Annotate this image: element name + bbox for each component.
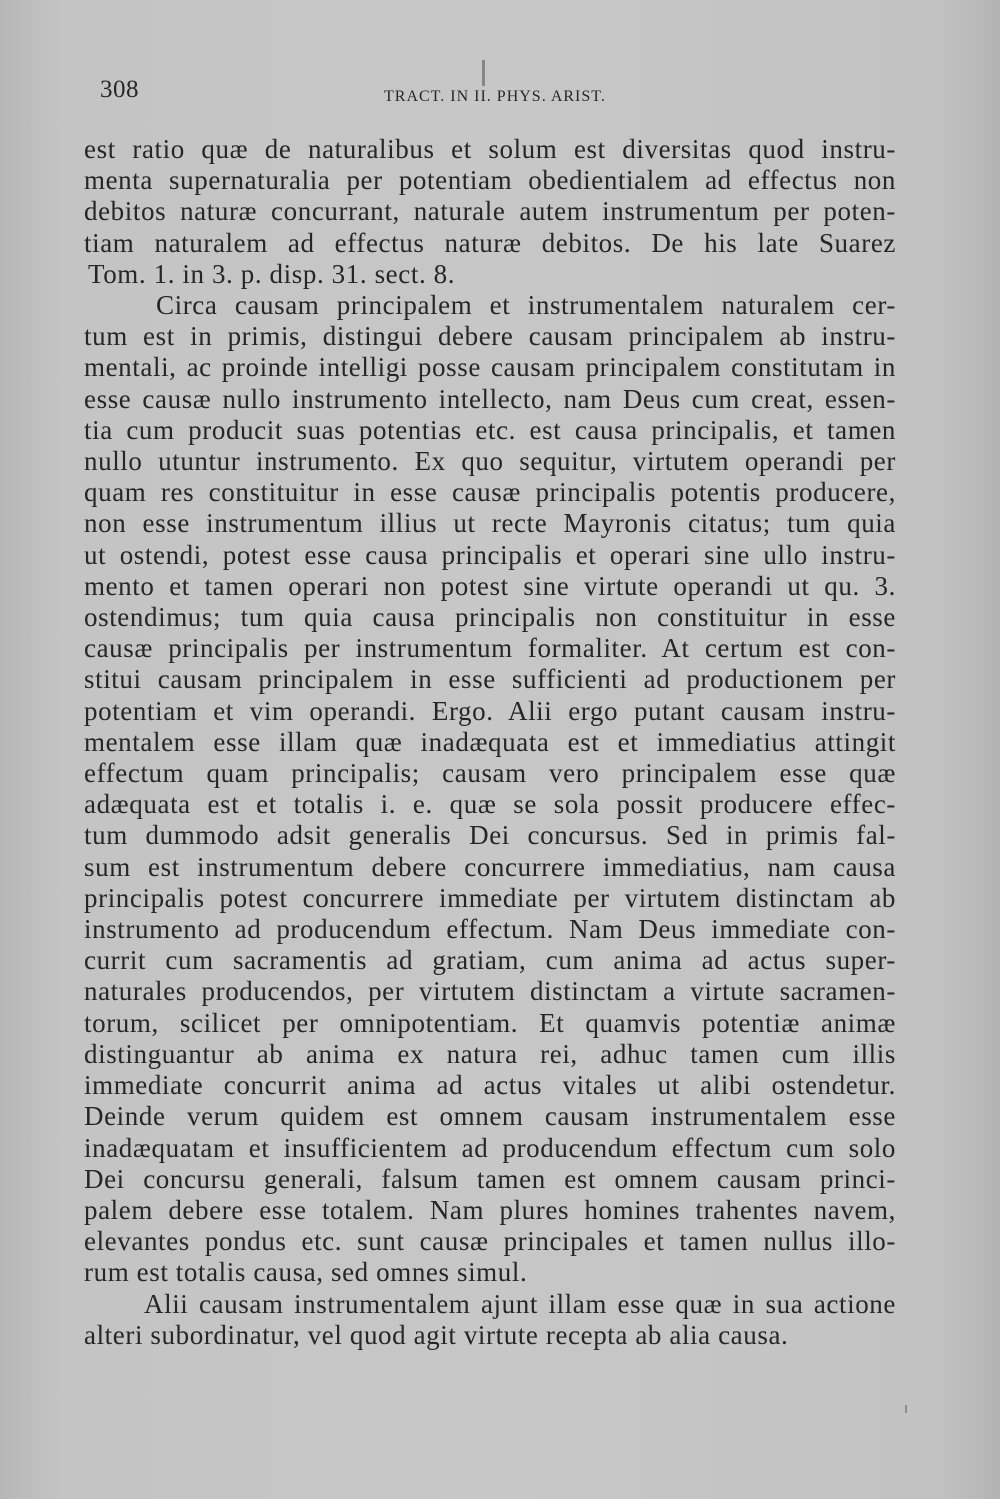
text-line: Alii causam instrumentalem ajunt illam esse quæ in sua actione — [144, 1288, 896, 1319]
text-line: sum est instrumentum debere concurrere immediatius, nam causa — [84, 851, 896, 882]
text-line: inadæquatam et insufficientem ad producendum effectum cum solo — [84, 1132, 896, 1163]
paragraph-1 — [84, 134, 896, 290]
running-head — [100, 76, 900, 116]
text-line: ut ostendi, potest esse causa principalis et operari sine ullo instru- — [84, 539, 896, 570]
text-line: torum, scilicet per omnipotentiam. Et quamvis potentiæ animæ — [84, 1007, 896, 1038]
text-line: esse causæ nullo instrumento intellecto, nam Deus cum creat, essen- — [84, 383, 896, 414]
text-line: elevantes pondus etc. sunt causæ principales et tamen nullus illo- — [84, 1226, 896, 1257]
text-line: mentalem esse illam quæ inadæquata est et immediatius attingit — [84, 726, 896, 757]
body-text — [84, 134, 896, 1351]
text-line: tum dummodo adsit generalis Dei concursus. Sed in primis fal- — [84, 820, 896, 851]
text-line: mento et tamen operari non potest sine virtute operandi ut qu. 3. — [84, 570, 896, 601]
text-line: naturales producendos, per virtutem distinctam a virtute sacramen- — [84, 976, 896, 1007]
text-line: adæquata est et totalis i. e. quæ se sola possit producere effec- — [84, 789, 896, 820]
text-line: Circa causam principalem et instrumentalem naturalem cer- — [156, 290, 896, 321]
text-line: currit cum sacramentis ad gratiam, cum anima ad actus super- — [84, 945, 896, 976]
text-line: stitui causam principalem in esse sufficienti ad productionem per — [84, 664, 896, 695]
text-line: Dei concursu generali, falsum tamen est omnem causam princi- — [84, 1163, 896, 1194]
text-line: menta supernaturalia per potentiam obedientialem ad effectus non — [84, 165, 896, 196]
text-line: nullo utuntur instrumento. Ex quo sequitur, virtutem operandi per — [84, 446, 896, 477]
page-number: 308 — [100, 76, 139, 103]
text-line: Tom. 1. in 3. p. disp. 31. sect. 8. — [88, 258, 456, 289]
text-line: debitos naturæ concurrant, naturale autem instrumentum per poten- — [84, 196, 896, 227]
text-line: rum est totalis causa, sed omnes simul. — [84, 1257, 528, 1288]
text-line: tiam naturalem ad effectus naturæ debitos. De his late Suarez — [84, 227, 896, 258]
text-line: est ratio quæ de naturalibus et solum est diversitas quod instru- — [84, 134, 896, 164]
text-line: causæ principalis per instrumentum formaliter. At certum est con- — [84, 633, 896, 664]
running-title: TRACT. IN II. PHYS. ARIST. — [384, 88, 606, 105]
text-line: quam res constituitur in esse causæ principalis potentis producere, — [84, 477, 896, 508]
text-line: instrumento ad producendum effectum. Nam Deus immediate con- — [84, 914, 896, 945]
text-line: ostendimus; tum quia causa principalis non constituitur in esse — [84, 602, 896, 633]
text-line: mentali, ac proinde intelligi posse causam principalem constitutam in — [84, 352, 896, 383]
paragraph-3 — [84, 1289, 896, 1351]
paragraph-2 — [84, 290, 896, 1289]
text-line: immediate concurrit anima ad actus vitales ut alibi ostendetur. — [84, 1070, 896, 1101]
text-line: non esse instrumentum illius ut recte Mayronis citatus; tum quia — [84, 508, 896, 539]
page-blemish-right — [905, 1405, 907, 1413]
text-line: principalis potest concurrere immediate per virtutem distinctam ab — [84, 882, 896, 913]
text-line: distinguantur ab anima ex natura rei, adhuc tamen cum illis — [84, 1038, 896, 1069]
text-line: Deinde verum quidem est omnem causam instrumentalem esse — [84, 1101, 896, 1132]
text-line: tum est in primis, distingui debere causam principalem ab instru- — [84, 321, 896, 352]
text-line: effectum quam principalis; causam vero principalem esse quæ — [84, 758, 896, 789]
text-line: palem debere esse totalem. Nam plures homines trahentes navem, — [84, 1194, 896, 1225]
text-line: alteri subordinatur, vel quod agit virtute recepta ab alia causa. — [84, 1319, 789, 1350]
text-line: tia cum producit suas potentias etc. est causa principalis, et tamen — [84, 414, 896, 445]
text-line: potentiam et vim operandi. Ergo. Alii ergo putant causam instru- — [84, 695, 896, 726]
